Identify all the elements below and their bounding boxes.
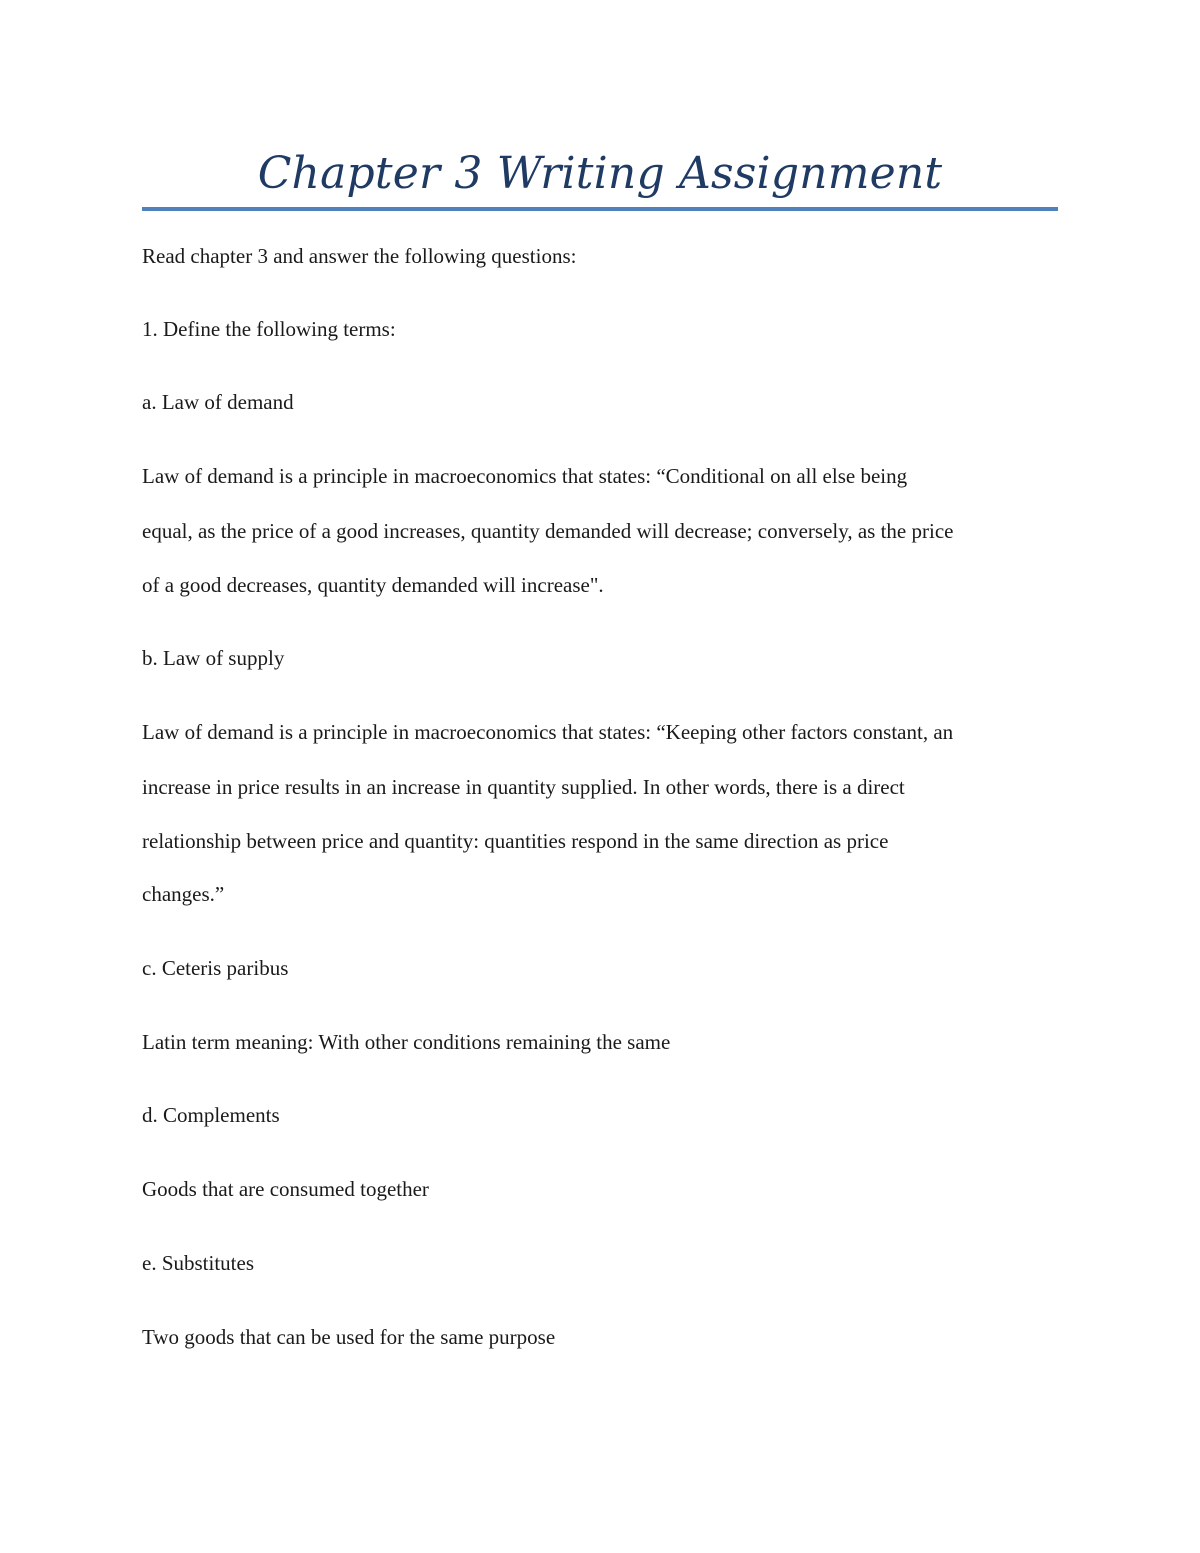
term-a-heading: a. Law of demand xyxy=(142,390,294,414)
term-a-answer-line: Law of demand is a principle in macroeconomics that states: “Conditional on all else being xyxy=(142,464,908,488)
title-underline xyxy=(142,207,1058,211)
term-b-answer-line: changes.” xyxy=(142,882,225,906)
term-c-heading: c. Ceteris paribus xyxy=(142,956,289,980)
term-b-answer-line: increase in price results in an increase in quantity supplied. In other words, there is a direct xyxy=(142,775,905,799)
term-a-answer-line: of a good decreases, quantity demanded will increase". xyxy=(142,573,604,597)
term-c-answer-line: Latin term meaning: With other conditions remaining the same xyxy=(142,1030,671,1054)
document-title: Chapter 3 Writing Assignment xyxy=(257,148,943,199)
intro-text: Read chapter 3 and answer the following questions: xyxy=(142,244,577,268)
term-b-answer-line: Law of demand is a principle in macroeconomics that states: “Keeping other factors constant, an xyxy=(142,720,954,744)
term-b-answer-line: relationship between price and quantity: quantities respond in the same direction as price xyxy=(142,829,889,853)
term-e-answer-line: Two goods that can be used for the same purpose xyxy=(142,1325,556,1349)
term-e-heading: e. Substitutes xyxy=(142,1251,255,1275)
term-d-answer-line: Goods that are consumed together xyxy=(142,1177,429,1201)
term-b-heading: b. Law of supply xyxy=(142,646,285,670)
term-a-answer-line: equal, as the price of a good increases, quantity demanded will decrease; conversely, as the price xyxy=(142,519,954,543)
question-1: 1. Define the following terms: xyxy=(142,317,396,341)
term-d-heading: d. Complements xyxy=(142,1103,280,1127)
